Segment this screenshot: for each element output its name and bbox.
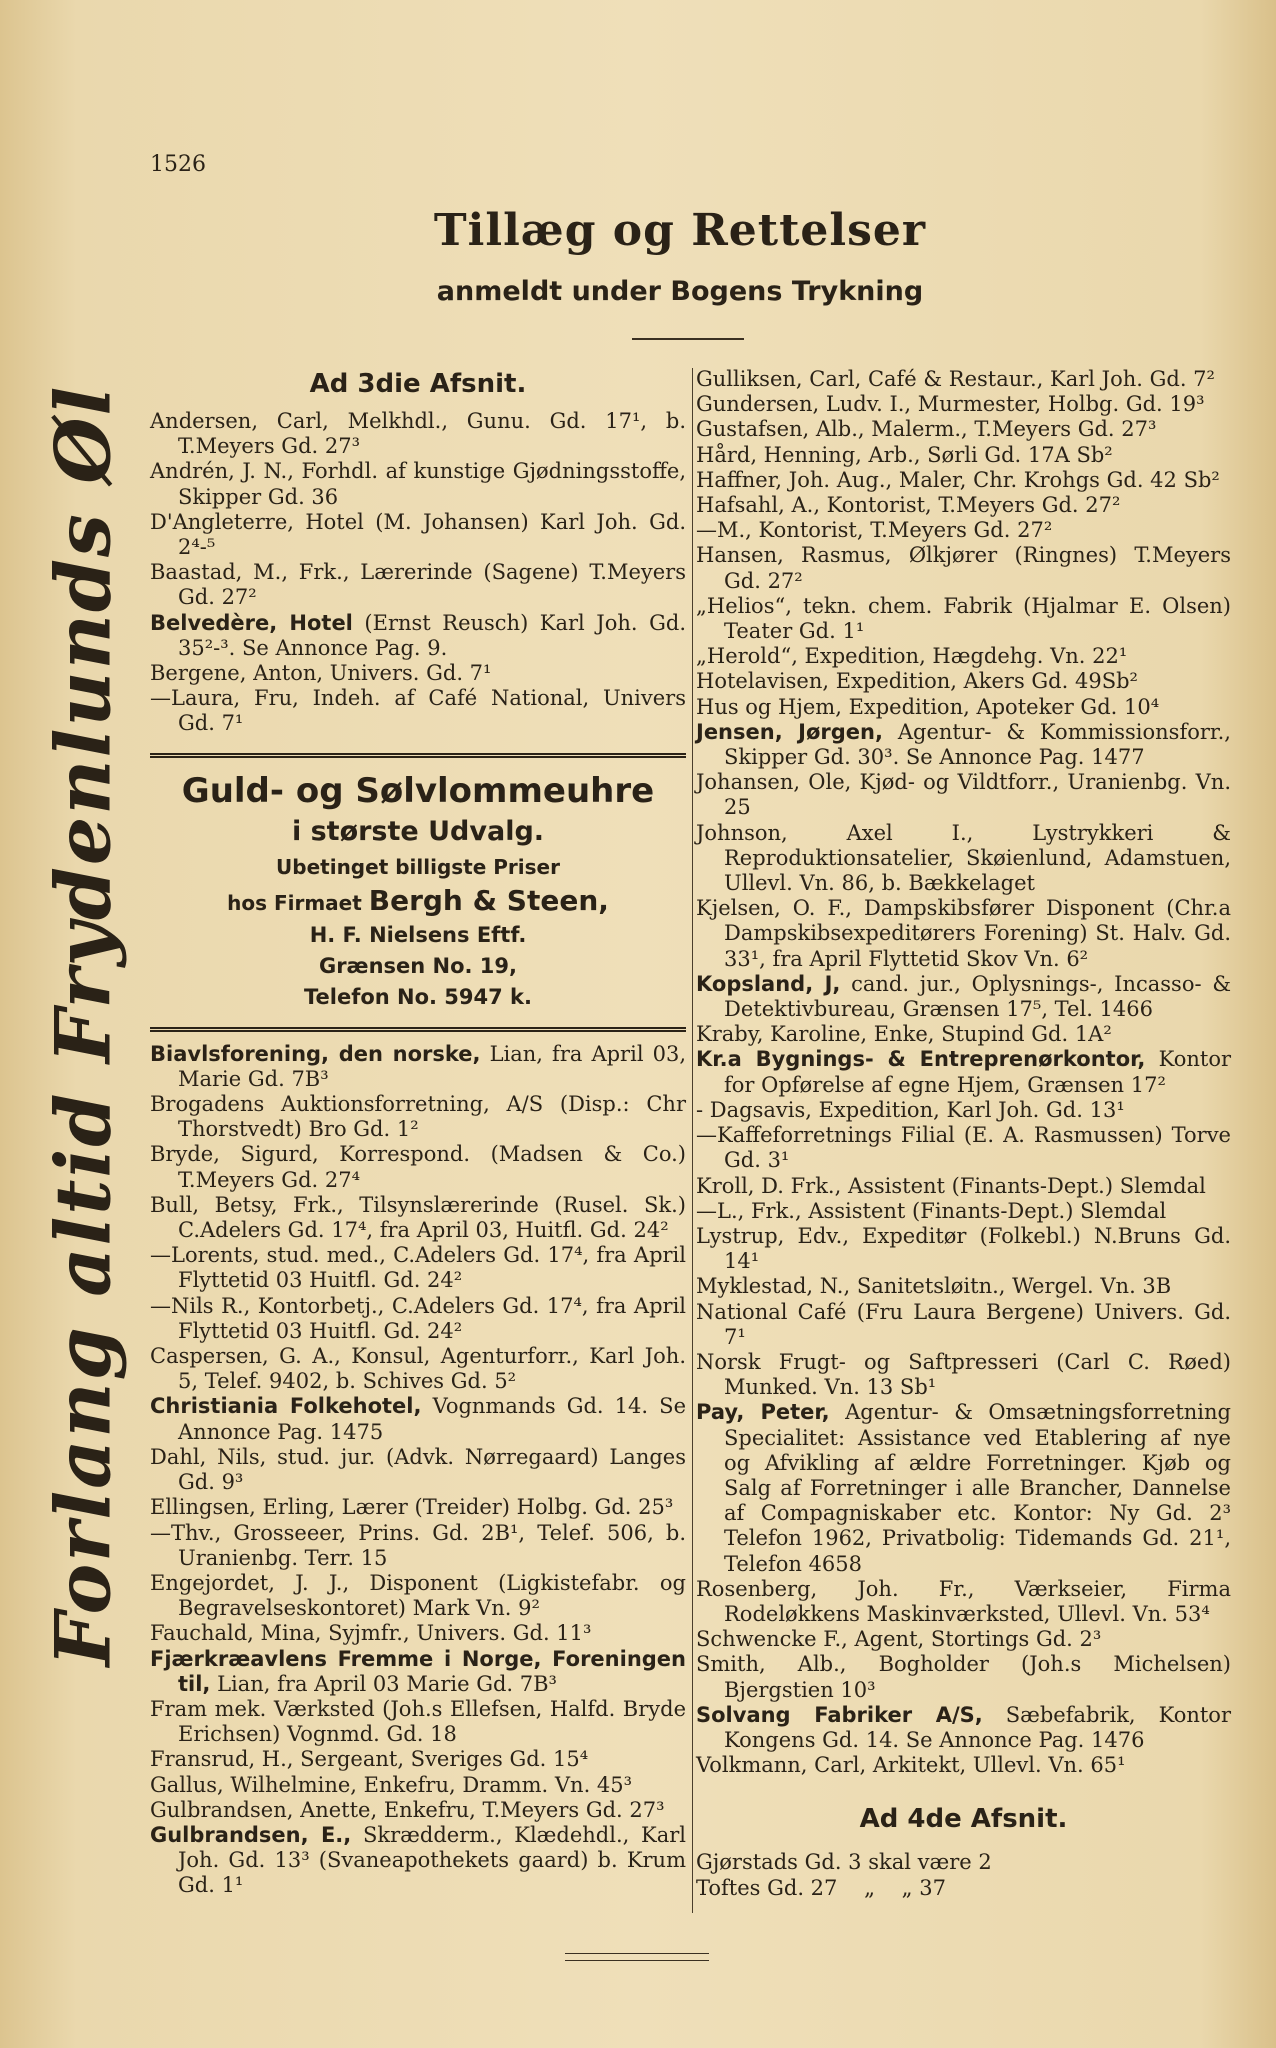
entry-text: Skrædderm., Klædehdl., Karl Joh. Gd. 13³ (Svaneapothekets gaard) b. Krum Gd. 1¹ — [178, 1822, 686, 1898]
directory-entry — [150, 1193, 686, 1243]
directory-entry — [696, 1350, 1231, 1400]
entry-text: Hus og Hjem, Expedition, Apoteker Gd. 10⁴ — [696, 694, 1160, 719]
entry-text: Gulbrandsen, Anette, Enkefru, T.Meyers Gd. 27³ — [150, 1797, 665, 1822]
entry-text: Brogadens Auktionsforretning, A/S (Disp.: Chr Thorstvedt) Bro Gd. 1² — [150, 1092, 686, 1142]
right-column — [696, 367, 1231, 1901]
directory-entry — [696, 1174, 1231, 1199]
directory-entry — [696, 972, 1231, 1022]
directory-entry — [696, 1199, 1231, 1224]
entry-text: Ellingsen, Erling, Lærer (Treider) Holbg. Gd. 25³ — [150, 1495, 674, 1520]
directory-entry — [696, 1098, 1231, 1123]
directory-entry — [150, 1344, 686, 1394]
directory-entry — [150, 1243, 686, 1293]
directory-entry — [696, 695, 1231, 720]
directory-entry — [150, 1621, 686, 1646]
directory-entry — [150, 1697, 686, 1747]
corrections-list — [696, 1850, 1231, 1900]
page-number: 1526 — [150, 152, 206, 177]
entry-name: Pay, Peter, — [696, 1400, 830, 1425]
entry-text: Vognmands Gd. 14. Se Annonce Pag. 1475 — [178, 1394, 686, 1444]
correction-line: Toftes Gd. 27 „ „ 37 — [696, 1875, 946, 1900]
directory-entry — [150, 1571, 686, 1621]
directory-entry — [150, 459, 686, 509]
entry-text: Andersen, Carl, Melkhdl., Gunu. Gd. 17¹, b. T.Meyers Gd. 27³ — [150, 409, 686, 459]
entry-list-a — [150, 409, 686, 737]
watch-advertisement — [150, 753, 686, 1032]
directory-entry — [696, 594, 1231, 644]
entry-name: Solvang Fabriker A/S, — [696, 1702, 983, 1727]
directory-entry — [696, 1753, 1231, 1778]
entry-text: Caspersen, G. A., Konsul, Agenturforr., Karl Joh. 5, Telef. 9402, b. Schives Gd. 5² — [150, 1344, 686, 1394]
directory-entry — [150, 1823, 686, 1899]
directory-entry — [150, 510, 686, 560]
directory-entry — [696, 367, 1231, 392]
entry-text: Fauchald, Mina, Syjmfr., Univers. Gd. 11³ — [150, 1621, 592, 1646]
entry-list-b — [150, 1042, 686, 1899]
entry-text: Bergene, Anton, Univers. Gd. 7¹ — [150, 661, 492, 686]
directory-entry — [150, 1747, 686, 1772]
column-divider — [692, 368, 693, 1913]
entry-text: (Ernst Reusch) Karl Joh. Gd. 35²-³. Se Annonce Pag. 9. — [178, 610, 686, 660]
section-heading-4: Ad 4de Afsnit. — [859, 1804, 1068, 1835]
entry-text: Haffner, Joh. Aug., Maler, Chr. Krohgs Gd. 42 Sb² — [696, 467, 1220, 492]
entry-text: Kroll, D. Frk., Assistent (Finants-Dept.) Slemdal — [696, 1173, 1206, 1198]
entry-text: Agentur- & Kommissionsforr., Skipper Gd. 30³. Se Annonce Pag. 1477 — [724, 719, 1231, 770]
directory-entry — [150, 1495, 686, 1520]
entry-text: Agentur- & Omsætningsforretning Specialitet: Assistance ved Etablering af nye og Afvikling af ældre Forretninger. Kjøb og Salg af Forretninger i alle Brancher, Dannelse af Compagniskaber etc. Kontor: Ny Gd. 2³ Telefon 1962, Privatbolig: Tidemands Gd. 21¹, Telefon 4658 — [724, 1400, 1231, 1576]
directory-entry — [150, 1294, 686, 1344]
entry-text: Smith, Alb., Bogholder (Joh.s Michelsen) Bjergstien 10³ — [696, 1652, 1231, 1702]
entry-text: Schwencke F., Agent, Stortings Gd. 2³ — [696, 1627, 1102, 1652]
entry-text: Hafsahl, A., Kontorist, T.Meyers Gd. 27² — [696, 493, 1121, 518]
directory-entry — [150, 1773, 686, 1798]
entry-text: Rosenberg, Joh. Fr., Værkseier, Firma Rodeløkkens Maskinværksted, Ullevl. Vn. 53⁴ — [696, 1576, 1231, 1626]
entry-text: Hård, Henning, Arb., Sørli Gd. 17A Sb² — [696, 442, 1113, 467]
directory-entry — [150, 611, 686, 661]
entry-name: Belvedère, Hotel — [150, 610, 353, 635]
directory-entry — [696, 669, 1231, 694]
directory-entry — [150, 409, 686, 459]
entry-text: —L., Frk., Assistent (Finants-Dept.) Slemdal — [696, 1198, 1167, 1223]
directory-entry — [696, 1123, 1231, 1173]
page-title: Tillæg og Rettelser — [433, 205, 927, 256]
entry-text: Bryde, Sigurd, Korrespond. (Madsen & Co.) T.Meyers Gd. 27⁴ — [150, 1142, 686, 1192]
entry-text: Fransrud, H., Sergeant, Sveriges Gd. 15⁴ — [150, 1747, 589, 1772]
ad-line-3: Ubetinget billigste Priser — [276, 854, 560, 879]
entry-text: Andrén, J. N., Forhdl. af kunstige Gjødningsstoffe, Skipper Gd. 36 — [150, 459, 686, 509]
entry-text: Kontor for Opførelse af egne Hjem, Grænsen 17² — [724, 1047, 1231, 1097]
bottom-rule — [565, 1960, 709, 1961]
directory-entry — [696, 644, 1231, 669]
ad-line-4 — [150, 884, 686, 920]
ad-line-5: H. F. Nielsens Eftf. — [309, 922, 527, 947]
directory-entry — [696, 1274, 1231, 1299]
entry-text: Myklestad, N., Sanitetsløitn., Wergel. Vn. 3B — [696, 1274, 1172, 1299]
title-rule — [632, 338, 744, 340]
left-column — [150, 367, 686, 1899]
directory-entry — [696, 392, 1231, 417]
directory-entry — [696, 1047, 1231, 1097]
entry-name: Biavlsforening, den norske, — [150, 1041, 481, 1066]
directory-entry — [696, 493, 1231, 518]
ad-line-7: Telefon No. 5947 k. — [303, 984, 533, 1009]
entry-name: Gulbrandsen, E., — [150, 1822, 352, 1847]
entry-name: Kr.a Bygnings- & Entreprenørkontor, — [696, 1047, 1146, 1072]
entry-text: —Laura, Fru, Indeh. af Café National, Univers Gd. 7¹ — [150, 686, 686, 736]
entry-text: Gallus, Wilhelmine, Enkefru, Dramm. Vn. 45³ — [150, 1772, 633, 1797]
entry-text: Hotelavisen, Expedition, Akers Gd. 49Sb² — [696, 669, 1138, 694]
entry-text: —M., Kontorist, T.Meyers Gd. 27² — [696, 518, 1053, 543]
directory-entry — [150, 1042, 686, 1092]
directory-entry — [150, 1445, 686, 1495]
entry-text: Johnson, Axel I., Lystrykkeri & Reproduktionsatelier, Skøienlund, Adamstuen, Ullevl. Vn. 86, b. Bækkelaget — [696, 820, 1231, 896]
directory-entry — [696, 443, 1231, 468]
entry-text: Kjelsen, O. F., Dampskibsfører Disponent (Chr.a Dampskibsexpeditørers Forening) St. Halv. Gd. 33¹, fra April Flyttetid Skov Vn. 6² — [696, 896, 1231, 971]
entry-text: Engejordet, J. J., Disponent (Ligkistefabr. og Begravelseskontoret) Mark Vn. 9² — [150, 1570, 686, 1621]
directory-entry — [696, 720, 1231, 770]
entry-text: Lian, fra April 03, Marie Gd. 7B³ — [178, 1041, 686, 1091]
directory-entry — [150, 1142, 686, 1192]
entry-text: —Kaffeforretnings Filial (E. A. Rasmussen) Torve Gd. 3¹ — [696, 1123, 1231, 1173]
entry-text: Baastad, M., Frk., Lærerinde (Sagene) T.Meyers Gd. 27² — [150, 560, 686, 610]
directory-entry — [696, 1400, 1231, 1576]
directory-entry — [696, 1703, 1231, 1753]
directory-entry — [696, 1577, 1231, 1627]
directory-entry — [150, 1798, 686, 1823]
directory-entry — [150, 1647, 686, 1697]
directory-entry — [696, 896, 1231, 972]
section-heading-3: Ad 3die Afsnit. — [309, 369, 527, 399]
entry-text: - Dagsavis, Expedition, Karl Joh. Gd. 13¹ — [696, 1097, 1125, 1122]
entry-text: D'Angleterre, Hotel (M. Johansen) Karl Joh. Gd. 2⁴-⁵ — [150, 509, 686, 560]
entry-text: Gundersen, Ludv. I., Murmester, Holbg. Gd. 19³ — [696, 392, 1205, 417]
directory-entry — [696, 1627, 1231, 1652]
entry-text: Norsk Frugt- og Saftpresseri (Carl C. Røed) Munked. Vn. 13 Sb¹ — [696, 1349, 1231, 1400]
directory-entry — [696, 518, 1231, 543]
directory-entry — [696, 770, 1231, 820]
directory-entry — [696, 1652, 1231, 1702]
entry-text: Bull, Betsy, Frk., Tilsynslærerinde (Rusel. Sk.) C.Adelers Gd. 17⁴, fra April 03, Huitfl. Gd. 24² — [150, 1192, 686, 1243]
directory-entry — [696, 543, 1231, 593]
entry-text: „Helios“, tekn. chem. Fabrik (Hjalmar E. Olsen) Teater Gd. 1¹ — [696, 593, 1231, 644]
entry-text: Lian, fra April 03 Marie Gd. 7B³ — [210, 1671, 557, 1696]
entry-text: Gustafsen, Alb., Malerm., T.Meyers Gd. 27³ — [696, 417, 1157, 442]
entry-text: Sæbefabrik, Kontor Kongens Gd. 14. Se Annonce Pag. 1476 — [724, 1702, 1231, 1752]
entry-name: Fjærkræavlens Fremme i Norge, Foreningen til, — [150, 1646, 686, 1696]
directory-entry — [150, 1394, 686, 1444]
entry-text: cand. jur., Oplysnings-, Incasso- & Detektivbureau, Grænsen 17⁵, Tel. 1466 — [724, 971, 1232, 1022]
directory-entry — [696, 417, 1231, 442]
sidebar-ad-text: Forlang altid Frydenlunds Øl — [38, 384, 128, 1667]
directory-entry — [696, 468, 1231, 493]
entry-text: —Thv., Grosseeer, Prins. Gd. 2B¹, Telef. 506, b. Uranienbg. Terr. 15 — [150, 1520, 686, 1570]
sidebar-advertisement — [18, 384, 148, 1667]
directory-entry — [150, 1092, 686, 1142]
ad-line-2: i største Udvalg. — [291, 815, 545, 847]
bottom-rule — [565, 1953, 709, 1954]
directory-entry — [696, 1224, 1231, 1274]
entry-text: „Herold“, Expedition, Hægdehg. Vn. 22¹ — [696, 644, 1128, 669]
directory-entry — [696, 1022, 1231, 1047]
directory-entry — [696, 1300, 1231, 1350]
entry-text: Fram mek. Værksted (Joh.s Ellefsen, Halfd. Bryde Erichsen) Vognmd. Gd. 18 — [150, 1696, 686, 1747]
entry-text: Volkmann, Carl, Arkitekt, Ullevl. Vn. 65¹ — [696, 1753, 1126, 1778]
correction-line: Gjørstads Gd. 3 skal være 2 — [696, 1850, 992, 1875]
entry-name: Christiania Folkehotel, — [150, 1394, 422, 1419]
entry-text: Kraby, Karoline, Enke, Stupind Gd. 1A² — [696, 1022, 1112, 1047]
entry-text: —Nils R., Kontorbetj., C.Adelers Gd. 17⁴, fra April Flyttetid 03 Huitfl. Gd. 24² — [150, 1293, 686, 1343]
ad-headline: Guld- og Sølvlommeuhre — [181, 770, 655, 811]
directory-entry — [150, 560, 686, 610]
entry-text: Lystrup, Edv., Expeditør (Folkebl.) N.Bruns Gd. 14¹ — [696, 1223, 1231, 1274]
entry-text: Johansen, Ole, Kjød- og Vildtforr., Uranienbg. Vn. 25 — [696, 770, 1231, 820]
ad-line-6: Grænsen No. 19, — [318, 953, 518, 978]
directory-entry — [150, 686, 686, 736]
entry-text: National Café (Fru Laura Bergene) Univers. Gd. 7¹ — [696, 1299, 1231, 1349]
entry-name: Jensen, Jørgen, — [696, 719, 883, 744]
entry-text: Hansen, Rasmus, Ølkjører (Ringnes) T.Meyers Gd. 27² — [696, 543, 1231, 593]
ad-firm-name: Bergh & Steen, — [368, 883, 609, 917]
entry-list-c — [696, 367, 1231, 1778]
page-subtitle: anmeldt under Bogens Trykning — [436, 276, 924, 307]
directory-entry — [150, 661, 686, 686]
ad-line-4-prefix: hos Firmaet — [227, 890, 362, 915]
entry-text: Dahl, Nils, stud. jur. (Advk. Nørregaard) Langes Gd. 9³ — [150, 1444, 686, 1495]
directory-entry — [150, 1521, 686, 1571]
entry-text: Gulliksen, Carl, Café & Restaur., Karl Joh. Gd. 7² — [696, 367, 1215, 391]
entry-name: Kopsland, J, — [696, 971, 841, 996]
directory-entry — [696, 821, 1231, 897]
entry-text: —Lorents, stud. med., C.Adelers Gd. 17⁴, fra April Flyttetid 03 Huitfl. Gd. 24² — [150, 1243, 686, 1293]
